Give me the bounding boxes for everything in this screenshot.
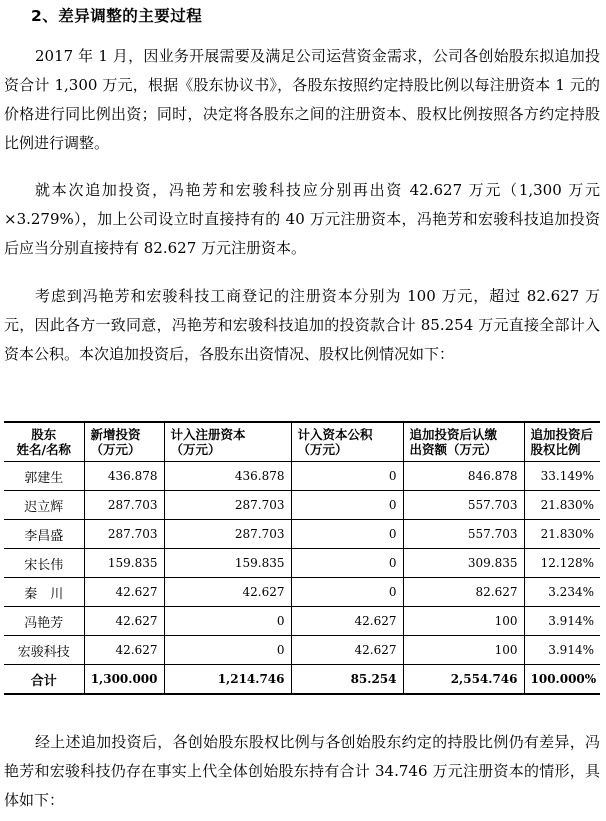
section-heading: 2、差异调整的主要过程	[31, 7, 203, 25]
cell-new-investment: 436.878	[84, 462, 164, 491]
cell-shareholder: 李昌盛	[4, 520, 84, 549]
cell-capital-reserve: 0	[291, 491, 403, 520]
cell-shareholder: 秦 川	[4, 578, 84, 607]
total-capital-reserve: 85.254	[291, 665, 403, 695]
cell-equity-ratio: 3.914%	[524, 607, 600, 636]
total-subscribed-capital: 2,554.746	[403, 665, 524, 695]
table-total-row	[4, 665, 600, 695]
table-row	[4, 636, 600, 665]
cell-registered-capital: 0	[164, 607, 291, 636]
cell-new-investment: 287.703	[84, 491, 164, 520]
table-row	[4, 520, 600, 549]
total-registered-capital: 1,214.746	[164, 665, 291, 695]
cell-shareholder: 冯艳芳	[4, 607, 84, 636]
cell-subscribed-capital: 100	[403, 636, 524, 665]
cell-equity-ratio: 21.830%	[524, 491, 600, 520]
table-row	[4, 578, 600, 607]
cell-new-investment: 42.627	[84, 578, 164, 607]
cell-subscribed-capital: 557.703	[403, 491, 524, 520]
cell-new-investment: 42.627	[84, 636, 164, 665]
table-row	[4, 491, 600, 520]
cell-capital-reserve: 42.627	[291, 636, 403, 665]
paragraph-4: 经上述追加投资后，各创始股东股权比例与各创始股东约定的持股比例仍有差异，冯艳芳和宏骏科技仍存在事实上代全体创始股东持有合计 34.746 万元注册资本的情形，具体如下：	[4, 733, 600, 809]
cell-equity-ratio: 3.914%	[524, 636, 600, 665]
total-label: 合计	[4, 665, 84, 695]
cell-subscribed-capital: 82.627	[403, 578, 524, 607]
table-row	[4, 549, 600, 578]
cell-registered-capital: 436.878	[164, 462, 291, 491]
cell-equity-ratio: 12.128%	[524, 549, 600, 578]
cell-registered-capital: 159.835	[164, 549, 291, 578]
total-equity-ratio: 100.000%	[524, 665, 600, 695]
table-row	[4, 607, 600, 636]
cell-new-investment: 159.835	[84, 549, 164, 578]
cell-capital-reserve: 42.627	[291, 607, 403, 636]
cell-new-investment: 42.627	[84, 607, 164, 636]
header-subscribed-capital: 追加投资后认缴 出资额（万元）	[403, 422, 524, 462]
cell-subscribed-capital: 100	[403, 607, 524, 636]
header-new-investment: 新增投资 （万元）	[84, 422, 164, 462]
cell-equity-ratio: 21.830%	[524, 520, 600, 549]
cell-shareholder: 宏骏科技	[4, 636, 84, 665]
total-new-investment: 1,300.000	[84, 665, 164, 695]
table-row	[4, 462, 600, 491]
cell-registered-capital: 42.627	[164, 578, 291, 607]
cell-equity-ratio: 33.149%	[524, 462, 600, 491]
cell-shareholder: 宋长伟	[4, 549, 84, 578]
cell-equity-ratio: 3.234%	[524, 578, 600, 607]
cell-shareholder: 迟立辉	[4, 491, 84, 520]
cell-registered-capital: 287.703	[164, 491, 291, 520]
cell-new-investment: 287.703	[84, 520, 164, 549]
cell-capital-reserve: 0	[291, 549, 403, 578]
cell-subscribed-capital: 309.835	[403, 549, 524, 578]
cell-subscribed-capital: 557.703	[403, 520, 524, 549]
header-equity-ratio: 追加投资后 股权比例	[524, 422, 600, 462]
shareholder-table	[4, 421, 600, 695]
paragraph-3: 考虑到冯艳芳和宏骏科技工商登记的注册资本分别为 100 万元，超过 82.627 万元，因此各方一致同意，冯艳芳和宏骏科技追加的投资款合计 85.254 万元直接全部计入资本公积。本次追加投资后，各股东出资情况、股权比例情况如下：	[4, 287, 600, 363]
cell-capital-reserve: 0	[291, 462, 403, 491]
header-registered-capital: 计入注册资本 （万元）	[164, 422, 291, 462]
cell-registered-capital: 0	[164, 636, 291, 665]
header-shareholder: 股东 姓名/名称	[4, 422, 84, 462]
cell-subscribed-capital: 846.878	[403, 462, 524, 491]
paragraph-2: 就本次追加投资，冯艳芳和宏骏科技应分别再出资 42.627 万元（1,300 万元×3.279%），加上公司设立时直接持有的 40 万元注册资本，冯艳芳和宏骏科技追加投资后应当分别直接持有 82.627 万元注册资本。	[4, 181, 600, 257]
cell-capital-reserve: 0	[291, 578, 403, 607]
cell-shareholder: 郭建生	[4, 462, 84, 491]
cell-capital-reserve: 0	[291, 520, 403, 549]
cell-registered-capital: 287.703	[164, 520, 291, 549]
table-header-row	[4, 422, 600, 462]
paragraph-1: 2017 年 1 月，因业务开展需要及满足公司运营资金需求，公司各创始股东拟追加投资合计 1,300 万元，根据《股东协议书》，各股东按照约定持股比例以每注册资本 1 元的价格进行同比例出资；同时，决定将各股东之间的注册资本、股权比例按照各方约定持股比例进行调整。	[4, 47, 600, 152]
header-capital-reserve: 计入资本公积 （万元）	[291, 422, 403, 462]
